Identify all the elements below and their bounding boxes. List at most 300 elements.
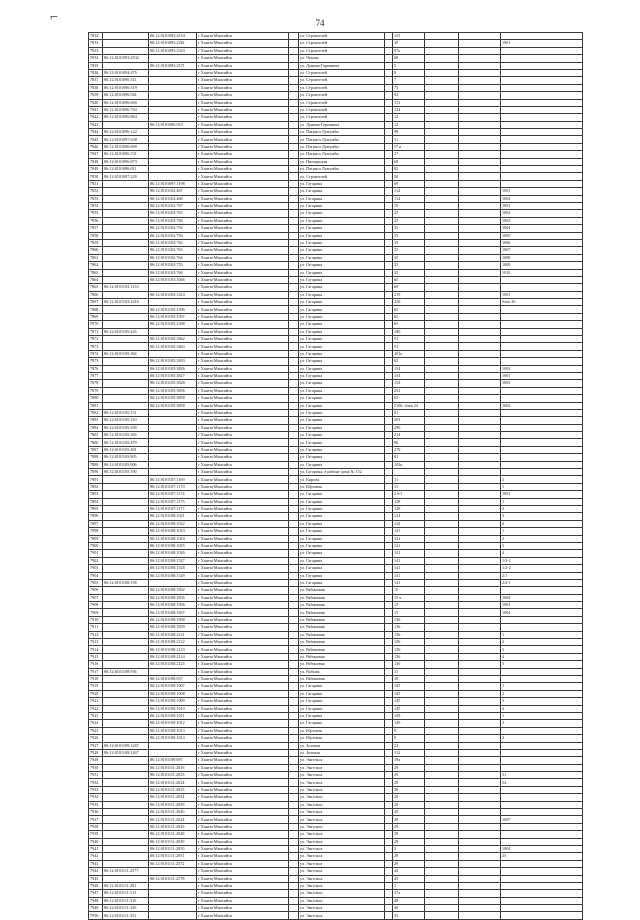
cell-house: 3 [393,845,425,852]
cell-num: 7863 [89,269,103,276]
table-row [89,542,583,549]
table-row [89,158,583,165]
cell-city: г Ханты-Мансийск [197,587,289,594]
cell-blank2 [385,535,393,542]
cell-street: ул. Гагарина [299,284,385,291]
cell-city: г Ханты-Мансийск [197,358,289,365]
cell-street: ул. Гагарина [299,210,385,217]
cell-house: 103а [393,461,425,468]
cell-blank2 [385,350,393,357]
cell-cad_b [149,749,197,756]
cell-apt [425,99,459,106]
cell-city: г Ханты-Мансийск [197,136,289,143]
cell-blank3 [459,365,501,372]
cell-num: 7861 [89,254,103,261]
cell-blank3 [459,202,501,209]
cell-house: 35 [393,225,425,232]
cell-cad_b: 86:12:0101109:1013 [149,727,197,734]
cell-extra: 2 [501,506,583,513]
cell-city: г Ханты-Мансийск [197,594,289,601]
cell-street: ул. Гагарина [299,565,385,572]
cell-blank2 [385,313,393,320]
cell-blank3 [459,602,501,609]
cell-blank1 [289,210,299,217]
table-row [89,136,583,143]
cell-cad_b: 86:12:0101108:1528 [149,565,197,572]
table-row [89,668,583,675]
cell-cad_a [103,860,149,867]
cell-street: ул. Гагарина [299,202,385,209]
cell-house: 29 [393,809,425,816]
cell-apt [425,675,459,682]
cell-extra [501,343,583,350]
cell-blank3 [459,712,501,719]
cell-num: 7834 [89,55,103,62]
cell-apt [425,269,459,276]
cell-cad_b: 86:12:0101105:3858 [149,395,197,402]
table-row [89,336,583,343]
cell-apt [425,816,459,823]
cell-extra [501,587,583,594]
cell-cad_a [103,336,149,343]
cell-cad_b [149,469,197,476]
cell-extra [501,121,583,128]
table-row [89,276,583,283]
table-row [89,99,583,106]
cell-extra: 1004 [501,845,583,852]
table-row [89,912,583,919]
table-row [89,180,583,187]
cell-blank2 [385,84,393,91]
cell-house: 145 [393,705,425,712]
cell-num: 7931 [89,772,103,779]
cell-num: 7853 [89,195,103,202]
cell-blank3 [459,446,501,453]
table-row [89,764,583,771]
cell-num: 7934 [89,794,103,801]
cell-cad_a: 86:12:0101105:383 [103,432,149,439]
cell-apt [425,217,459,224]
cell-house: 50 [393,173,425,180]
cell-cad_b: 86:12:0101111:2016 [149,764,197,771]
cell-cad_b: 86:12:0101111:2040 [149,809,197,816]
cell-cad_b: 86:12:0101111:2024 [149,779,197,786]
cell-blank3 [459,520,501,527]
cell-blank1 [289,668,299,675]
cell-house: 11 [393,136,425,143]
table-row [89,269,583,276]
cell-blank1 [289,513,299,520]
cell-num: 7901 [89,550,103,557]
cell-apt [425,631,459,638]
cell-num: 7857 [89,225,103,232]
cell-cad_a: 86:12:0101111:281 [103,882,149,889]
registry-table [88,32,583,920]
cell-street: ул. Гагарина [299,402,385,409]
cell-num: 7910 [89,616,103,623]
cell-house: 37а [393,890,425,897]
cell-cad_b: 86:12:0101105:2398 [149,321,197,328]
cell-num: 7950 [89,912,103,919]
cell-cad_a [103,402,149,409]
table-row [89,661,583,668]
cell-cad_b [149,890,197,897]
cell-city: г Ханты-Мансийск [197,838,289,845]
cell-house: 35 [393,239,425,246]
cell-blank1 [289,84,299,91]
cell-extra [501,905,583,912]
cell-cad_b [149,432,197,439]
cell-house: 141 [393,565,425,572]
cell-city: г Ханты-Мансийск [197,772,289,779]
cell-cad_b [149,882,197,889]
cell-city: г Ханты-Мансийск [197,631,289,638]
cell-blank2 [385,336,393,343]
cell-cad_a [103,712,149,719]
cell-city: г Ханты-Мансийск [197,143,289,150]
cell-blank3 [459,136,501,143]
cell-extra [501,831,583,838]
cell-cad_b [149,69,197,76]
cell-street: ул. Пионерская [299,158,385,165]
table-row [89,735,583,742]
table-row [89,572,583,579]
cell-blank2 [385,33,393,40]
cell-cad_a [103,321,149,328]
cell-blank3 [459,372,501,379]
cell-num: 7876 [89,365,103,372]
cell-street: ул. Гагарина [299,365,385,372]
table-row [89,372,583,379]
cell-cad_b: 86:12:0101093:2261 [149,40,197,47]
table-row [89,417,583,424]
cell-blank2 [385,668,393,675]
table-row [89,217,583,224]
cell-blank2 [385,735,393,742]
cell-extra [501,55,583,62]
table-row [89,491,583,498]
cell-cad_a [103,801,149,808]
cell-city: г Ханты-Мансийск [197,749,289,756]
cell-extra [501,446,583,453]
cell-num: 7838 [89,84,103,91]
cell-cad_a [103,180,149,187]
cell-blank1 [289,624,299,631]
table-row [89,151,583,158]
cell-num: 7911 [89,624,103,631]
cell-cad_b: 86:12:0101105:3828 [149,380,197,387]
cell-blank1 [289,99,299,106]
cell-extra [501,749,583,756]
cell-blank2 [385,439,393,446]
cell-street: ул. Строителей [299,84,385,91]
cell-blank1 [289,47,299,54]
cell-blank2 [385,897,393,904]
cell-num: 7879 [89,387,103,394]
cell-extra [501,151,583,158]
table-row [89,742,583,749]
cell-apt [425,262,459,269]
cell-cad_b: 86:12:0101105:3858 [149,402,197,409]
table-row [89,247,583,254]
cell-cad_a [103,483,149,490]
cell-blank3 [459,306,501,313]
cell-cad_a [103,513,149,520]
cell-city: г Ханты-Мансийск [197,905,289,912]
cell-extra: 1901 [501,40,583,47]
cell-blank2 [385,476,393,483]
cell-blank1 [289,698,299,705]
cell-num: 7870 [89,321,103,328]
cell-house: 5 [393,62,425,69]
cell-house: 2 б/1 [393,491,425,498]
cell-blank3 [459,905,501,912]
cell-blank1 [289,720,299,727]
cell-blank2 [385,365,393,372]
cell-street: ул. Юртовая [299,735,385,742]
table-row [89,225,583,232]
cell-extra: 3 [501,646,583,653]
cell-blank1 [289,365,299,372]
cell-cad_b [149,136,197,143]
cell-blank1 [289,816,299,823]
cell-apt [425,328,459,335]
cell-blank2 [385,542,393,549]
cell-cad_a [103,764,149,771]
cell-blank2 [385,225,393,232]
cell-house: 141 [393,579,425,586]
cell-street: ул. Энгельса [299,823,385,830]
cell-apt [425,173,459,180]
cell-num: 7949 [89,905,103,912]
cell-cad_a: 86:12:0101096:873 [103,158,149,165]
cell-blank3 [459,675,501,682]
cell-house: 210б, блок 24 [393,402,425,409]
cell-city: г Ханты-Мансийск [197,831,289,838]
cell-house: 136 [393,639,425,646]
cell-blank1 [289,905,299,912]
cell-blank3 [459,121,501,128]
cell-num: 7883 [89,417,103,424]
cell-blank1 [289,173,299,180]
cell-cad_a [103,609,149,616]
cell-blank2 [385,653,393,660]
cell-blank3 [459,720,501,727]
cell-street: ул. Гагарина [299,276,385,283]
cell-cad_a [103,33,149,40]
cell-city: г Ханты-Мансийск [197,387,289,394]
cell-house: 69 [393,284,425,291]
cell-blank3 [459,727,501,734]
cell-house: 29 [393,860,425,867]
table-row [89,476,583,483]
cell-blank1 [289,195,299,202]
cell-cad_a [103,653,149,660]
cell-blank1 [289,321,299,328]
cell-street: ул. Строителей [299,77,385,84]
cell-city: г Ханты-Мансийск [197,779,289,786]
cell-num: 7852 [89,188,103,195]
cell-street: ул. Рябиновая [299,594,385,601]
cell-blank2 [385,402,393,409]
cell-blank3 [459,801,501,808]
cell-num: 7928 [89,749,103,756]
cell-blank1 [289,809,299,816]
cell-extra [501,136,583,143]
cell-street: ул. Гагарина [299,217,385,224]
cell-city: г Ханты-Мансийск [197,365,289,372]
cell-blank2 [385,269,393,276]
cell-cad_a [103,210,149,217]
cell-blank1 [289,823,299,830]
cell-cad_a: 86:12:0101111:320 [103,905,149,912]
cell-house: 220 [393,299,425,306]
cell-blank3 [459,742,501,749]
cell-extra: 2 [501,535,583,542]
cell-cad_b: 86:12:0101109:1011 [149,712,197,719]
cell-blank1 [289,890,299,897]
cell-house: 1 [393,882,425,889]
cell-blank1 [289,269,299,276]
cell-blank2 [385,136,393,143]
cell-street: ул. Строителей [299,173,385,180]
cell-cad_a [103,550,149,557]
cell-cad_b: 86:12:0101093:2571 [149,62,197,69]
cell-city: г Ханты-Мансийск [197,498,289,505]
cell-street: ул. Дунина-Горкавича [299,121,385,128]
cell-blank1 [289,897,299,904]
cell-blank2 [385,772,393,779]
cell-street: ул. Рябиновая [299,653,385,660]
cell-blank2 [385,764,393,771]
cell-apt [425,506,459,513]
cell-extra [501,336,583,343]
cell-blank1 [289,417,299,424]
cell-apt [425,786,459,793]
cell-blank3 [459,180,501,187]
cell-city: г Ханты-Мансийск [197,572,289,579]
table-row [89,313,583,320]
cell-num: 7941 [89,845,103,852]
cell-blank1 [289,542,299,549]
cell-house: 12 [393,114,425,121]
table-row [89,698,583,705]
cell-cad_b: 86:12:0101111:2572 [149,860,197,867]
cell-city: г Ханты-Мансийск [197,114,289,121]
cell-num: 7917 [89,668,103,675]
table-row [89,749,583,756]
cell-house: 29 [393,816,425,823]
cell-blank3 [459,188,501,195]
cell-cad_a [103,269,149,276]
cell-street: ул. Зеленая [299,742,385,749]
cell-house: 15 [393,609,425,616]
cell-blank1 [289,609,299,616]
cell-blank3 [459,439,501,446]
cell-blank2 [385,262,393,269]
cell-num: 7921 [89,698,103,705]
cell-city: г Ханты-Мансийск [197,542,289,549]
cell-num: 7944 [89,868,103,875]
cell-house: 27 [393,151,425,158]
cell-cad_b: 86:12:0101108:1023 [149,528,197,535]
cell-num: 7841 [89,106,103,113]
cell-blank2 [385,860,393,867]
cell-extra [501,47,583,54]
cell-blank2 [385,454,393,461]
cell-apt [425,897,459,904]
cell-city: г Ханты-Мансийск [197,336,289,343]
cell-house: 73 [393,84,425,91]
cell-house: 101а [393,350,425,357]
cell-house: 65 [393,306,425,313]
cell-blank2 [385,395,393,402]
cell-street: ул. Гагарина [299,188,385,195]
cell-city: г Ханты-Мансийск [197,875,289,882]
cell-extra [501,62,583,69]
cell-blank2 [385,720,393,727]
cell-cad_b: 86:12:0101102:755 [149,262,197,269]
cell-city: г Ханты-Мансийск [197,47,289,54]
page-number: 74 [315,18,325,28]
cell-blank1 [289,631,299,638]
cell-blank1 [289,336,299,343]
cell-city: г Ханты-Мансийск [197,77,289,84]
cell-apt [425,143,459,150]
table-row [89,446,583,453]
cell-house: 128 [393,498,425,505]
cell-apt [425,129,459,136]
cell-blank3 [459,542,501,549]
cell-extra: 2/2-1 [501,579,583,586]
cell-blank2 [385,291,393,298]
cell-city: г Ханты-Мансийск [197,217,289,224]
cell-extra: 3 [501,542,583,549]
cell-cad_a [103,380,149,387]
cell-blank3 [459,498,501,505]
cell-street: ул. Энгельса [299,801,385,808]
cell-blank1 [289,749,299,756]
cell-street: ул. Энгельса [299,779,385,786]
cell-extra: 1002 [501,210,583,217]
cell-city: г Ханты-Мансийск [197,853,289,860]
cell-num: 7833 [89,47,103,54]
cell-cad_a [103,188,149,195]
cell-blank2 [385,166,393,173]
cell-blank2 [385,143,393,150]
cell-cad_a [103,47,149,54]
cell-blank2 [385,506,393,513]
cell-street: ул. Гагарина [299,698,385,705]
cell-cad_a: 86:12:0101105:310 [103,417,149,424]
cell-num: 7939 [89,831,103,838]
cell-house: 29 [393,786,425,793]
cell-cad_a [103,786,149,793]
cell-house: 141 [393,572,425,579]
cell-cad_b [149,439,197,446]
cell-cad_b [149,409,197,416]
cell-cad_b: 86:12:0101102:467 [149,188,197,195]
cell-cad_b: 86:12:0101105:3463 [149,343,197,350]
cell-extra [501,742,583,749]
cell-blank1 [289,77,299,84]
cell-city: г Ханты-Мансийск [197,890,289,897]
cell-apt [425,306,459,313]
cell-house: 145 [393,698,425,705]
cell-house: 46 [393,905,425,912]
cell-blank1 [289,225,299,232]
cell-house: 92 [393,92,425,99]
